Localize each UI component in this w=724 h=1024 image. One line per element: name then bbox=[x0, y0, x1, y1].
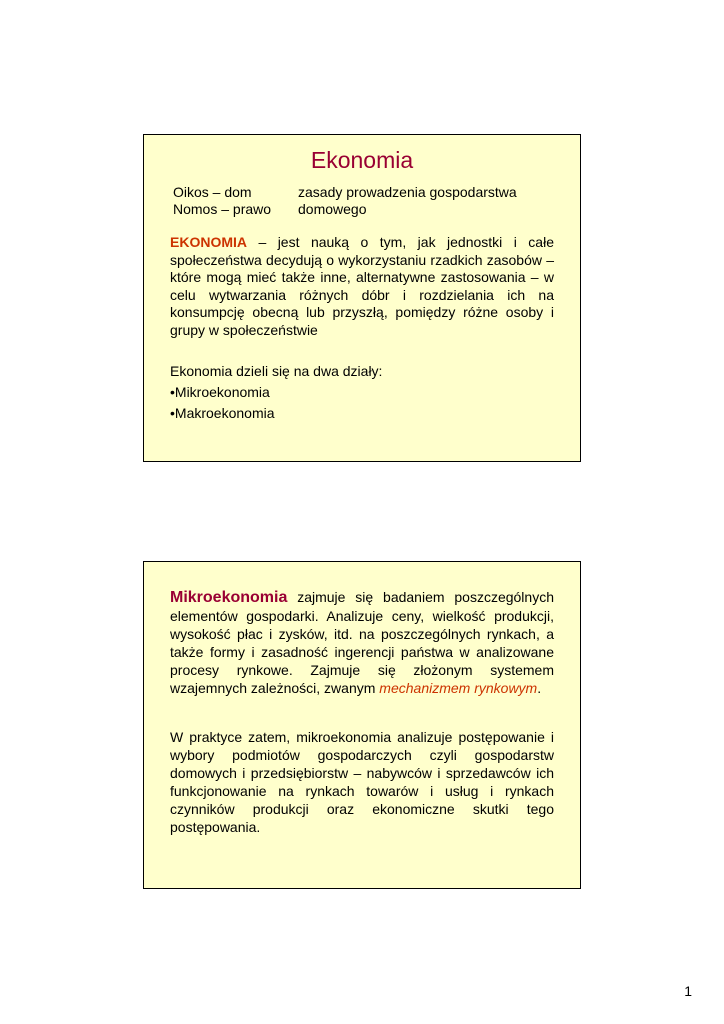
etymology-meaning: domowego bbox=[298, 201, 367, 217]
slide-ekonomia bbox=[143, 134, 581, 462]
paragraph-text: zajmuje się badaniem poszczególnych elementów gospodarki. Analizuje ceny, wielkość produkcji, wysokość płac i zysków, itd. na poszczególnych rynkach, a także formy i zasadność ingerencji państwa w analizowane procesy rynkowe. Zajmuje się złożonym systemem wzajemnych zależności, zwanym bbox=[170, 589, 554, 696]
division-list bbox=[170, 361, 382, 424]
paragraph-emphasis: mechanizmem rynkowym bbox=[379, 680, 538, 696]
slide-mikroekonomia bbox=[143, 561, 581, 889]
slide-title: Ekonomia bbox=[310, 147, 414, 173]
paragraph-end: . bbox=[537, 680, 542, 696]
division-intro: Ekonomia dzieli się na dwa działy: bbox=[170, 363, 383, 379]
etymology-term: Oikos – dom bbox=[173, 184, 252, 200]
definition-text: – jest nauką o tym, jak jednostki i całe społeczeństwa decydują o wykorzystaniu rzadkich zasobów – które mogą mieć także inne, alternatywne zastosowania – w celu wytwarzania różnych dóbr i rozdzielania ich na konsumpcję obecną lub przyszłą, pomiędzy różne osoby i grupy w społeczeństwie bbox=[170, 234, 554, 338]
definition-paragraph bbox=[170, 234, 554, 339]
list-item: •Makroekonomia bbox=[170, 405, 275, 421]
list-item: •Mikroekonomia bbox=[170, 384, 270, 400]
page-number: 1 bbox=[684, 983, 692, 999]
etymology-term: Nomos – prawo bbox=[173, 201, 272, 217]
etymology-meaning: zasady prowadzenia gospodarstwa bbox=[298, 184, 517, 200]
mikroekonomia-term: Mikroekonomia bbox=[170, 589, 288, 606]
mikroekonomia-paragraph bbox=[170, 588, 554, 697]
practice-paragraph: W praktyce zatem, mikroekonomia analizuje postępowanie i wybory podmiotów gospodarczych czyli gospodarstw domowych i przedsiębiorstw – nabywców i sprzedawców ich funkcjonowanie na rynkach towarów i usług i rynkach czynników produkcji oraz ekonomiczne skutki tego postępowania. bbox=[170, 729, 554, 835]
definition-term: EKONOMIA bbox=[170, 234, 247, 250]
